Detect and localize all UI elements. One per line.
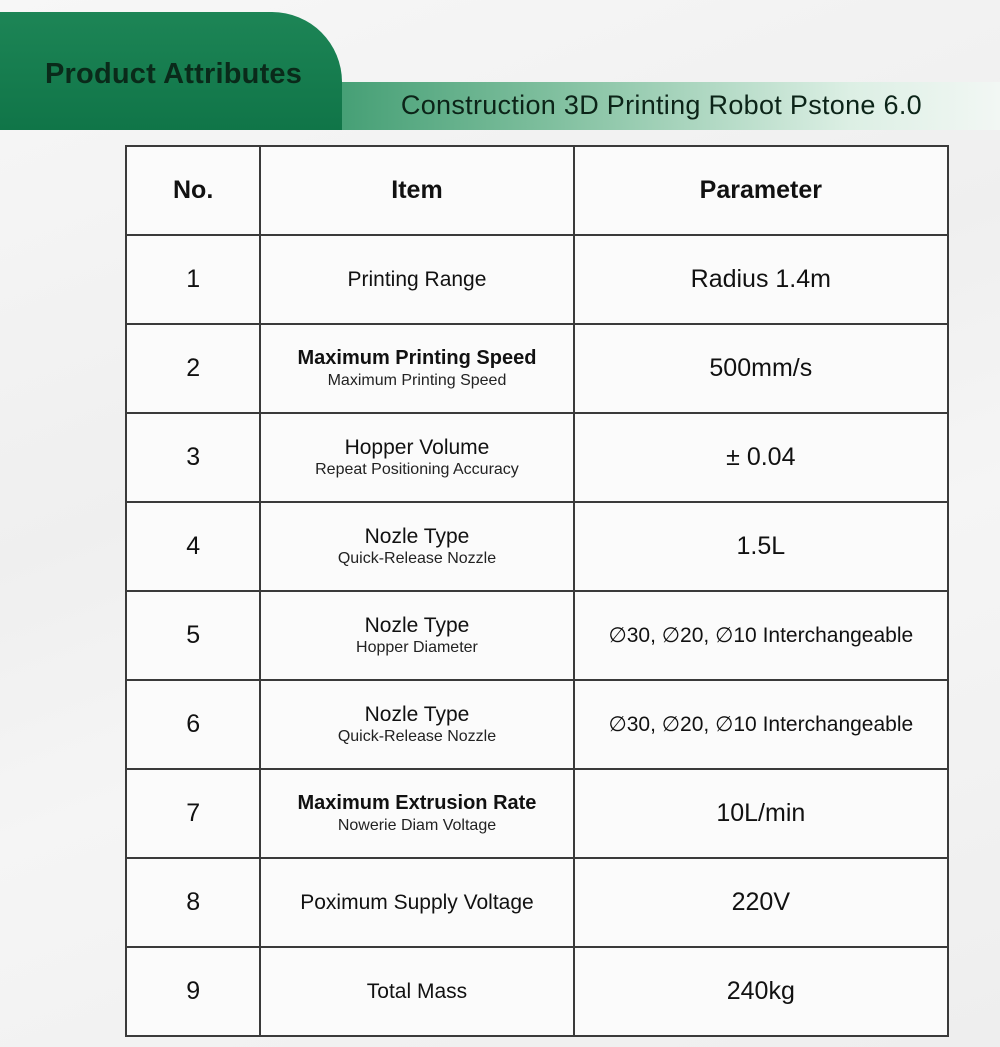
row-number: 9 [126,947,260,1036]
row-number: 1 [126,235,260,324]
parameter-value: 240kg [574,947,948,1036]
item-name: Nozle Type [364,525,470,548]
item-subtext: Quick-Release Nozzle [337,550,497,567]
item-subtext: Hopper Diameter [356,639,478,656]
item-subtext: Repeat Positioning Accuracy [315,461,519,478]
item-cell [260,680,573,769]
item-name: Maximum Extrusion Rate [297,792,537,814]
row-number: 3 [126,413,260,502]
item-subtext: Quick-Release Nozzle [337,728,497,745]
table-row [126,235,948,324]
item-name: Poximum Supply Voltage [300,891,534,914]
parameter-value: Radius 1.4m [574,235,948,324]
column-header-item: Item [260,146,573,235]
item-cell [260,413,573,502]
table-row [126,413,948,502]
parameter-value: ± 0.04 [574,413,948,502]
row-number: 6 [126,680,260,769]
item-cell [260,769,573,858]
item-name: Printing Range [347,268,487,291]
table-header-row [126,146,948,235]
item-cell [260,235,573,324]
parameter-value: 500mm/s [574,324,948,413]
item-name: Nozle Type [364,614,470,637]
table-row [126,324,948,413]
table-row [126,769,948,858]
parameter-value: ∅30, ∅20, ∅10 Interchangeable [574,591,948,680]
parameter-value: ∅30, ∅20, ∅10 Interchangeable [574,680,948,769]
product-subtitle: Construction 3D Printing Robot Pstone 6.0 [400,90,922,120]
table-row [126,858,948,947]
table-row [126,502,948,591]
row-number: 2 [126,324,260,413]
section-title: Product Attributes [45,58,303,90]
item-name: Nozle Type [364,703,470,726]
parameter-value: 10L/min [574,769,948,858]
item-cell [260,858,573,947]
table-row [126,591,948,680]
product-attributes-table [125,145,949,1037]
table-row [126,680,948,769]
item-cell [260,591,573,680]
item-cell [260,947,573,1036]
row-number: 8 [126,858,260,947]
parameter-value: 1.5L [574,502,948,591]
parameter-value: 220V [574,858,948,947]
table-row [126,947,948,1036]
item-cell [260,324,573,413]
item-subtext: Nowerie Diam Voltage [337,817,497,834]
column-header-no: No. [126,146,260,235]
row-number: 5 [126,591,260,680]
item-name: Maximum Printing Speed [297,347,537,369]
row-number: 7 [126,769,260,858]
item-cell [260,502,573,591]
item-name: Hopper Volume [344,436,490,459]
item-subtext: Maximum Printing Speed [327,372,507,389]
column-header-parameter: Parameter [574,146,948,235]
row-number: 4 [126,502,260,591]
item-name: Total Mass [366,980,468,1003]
